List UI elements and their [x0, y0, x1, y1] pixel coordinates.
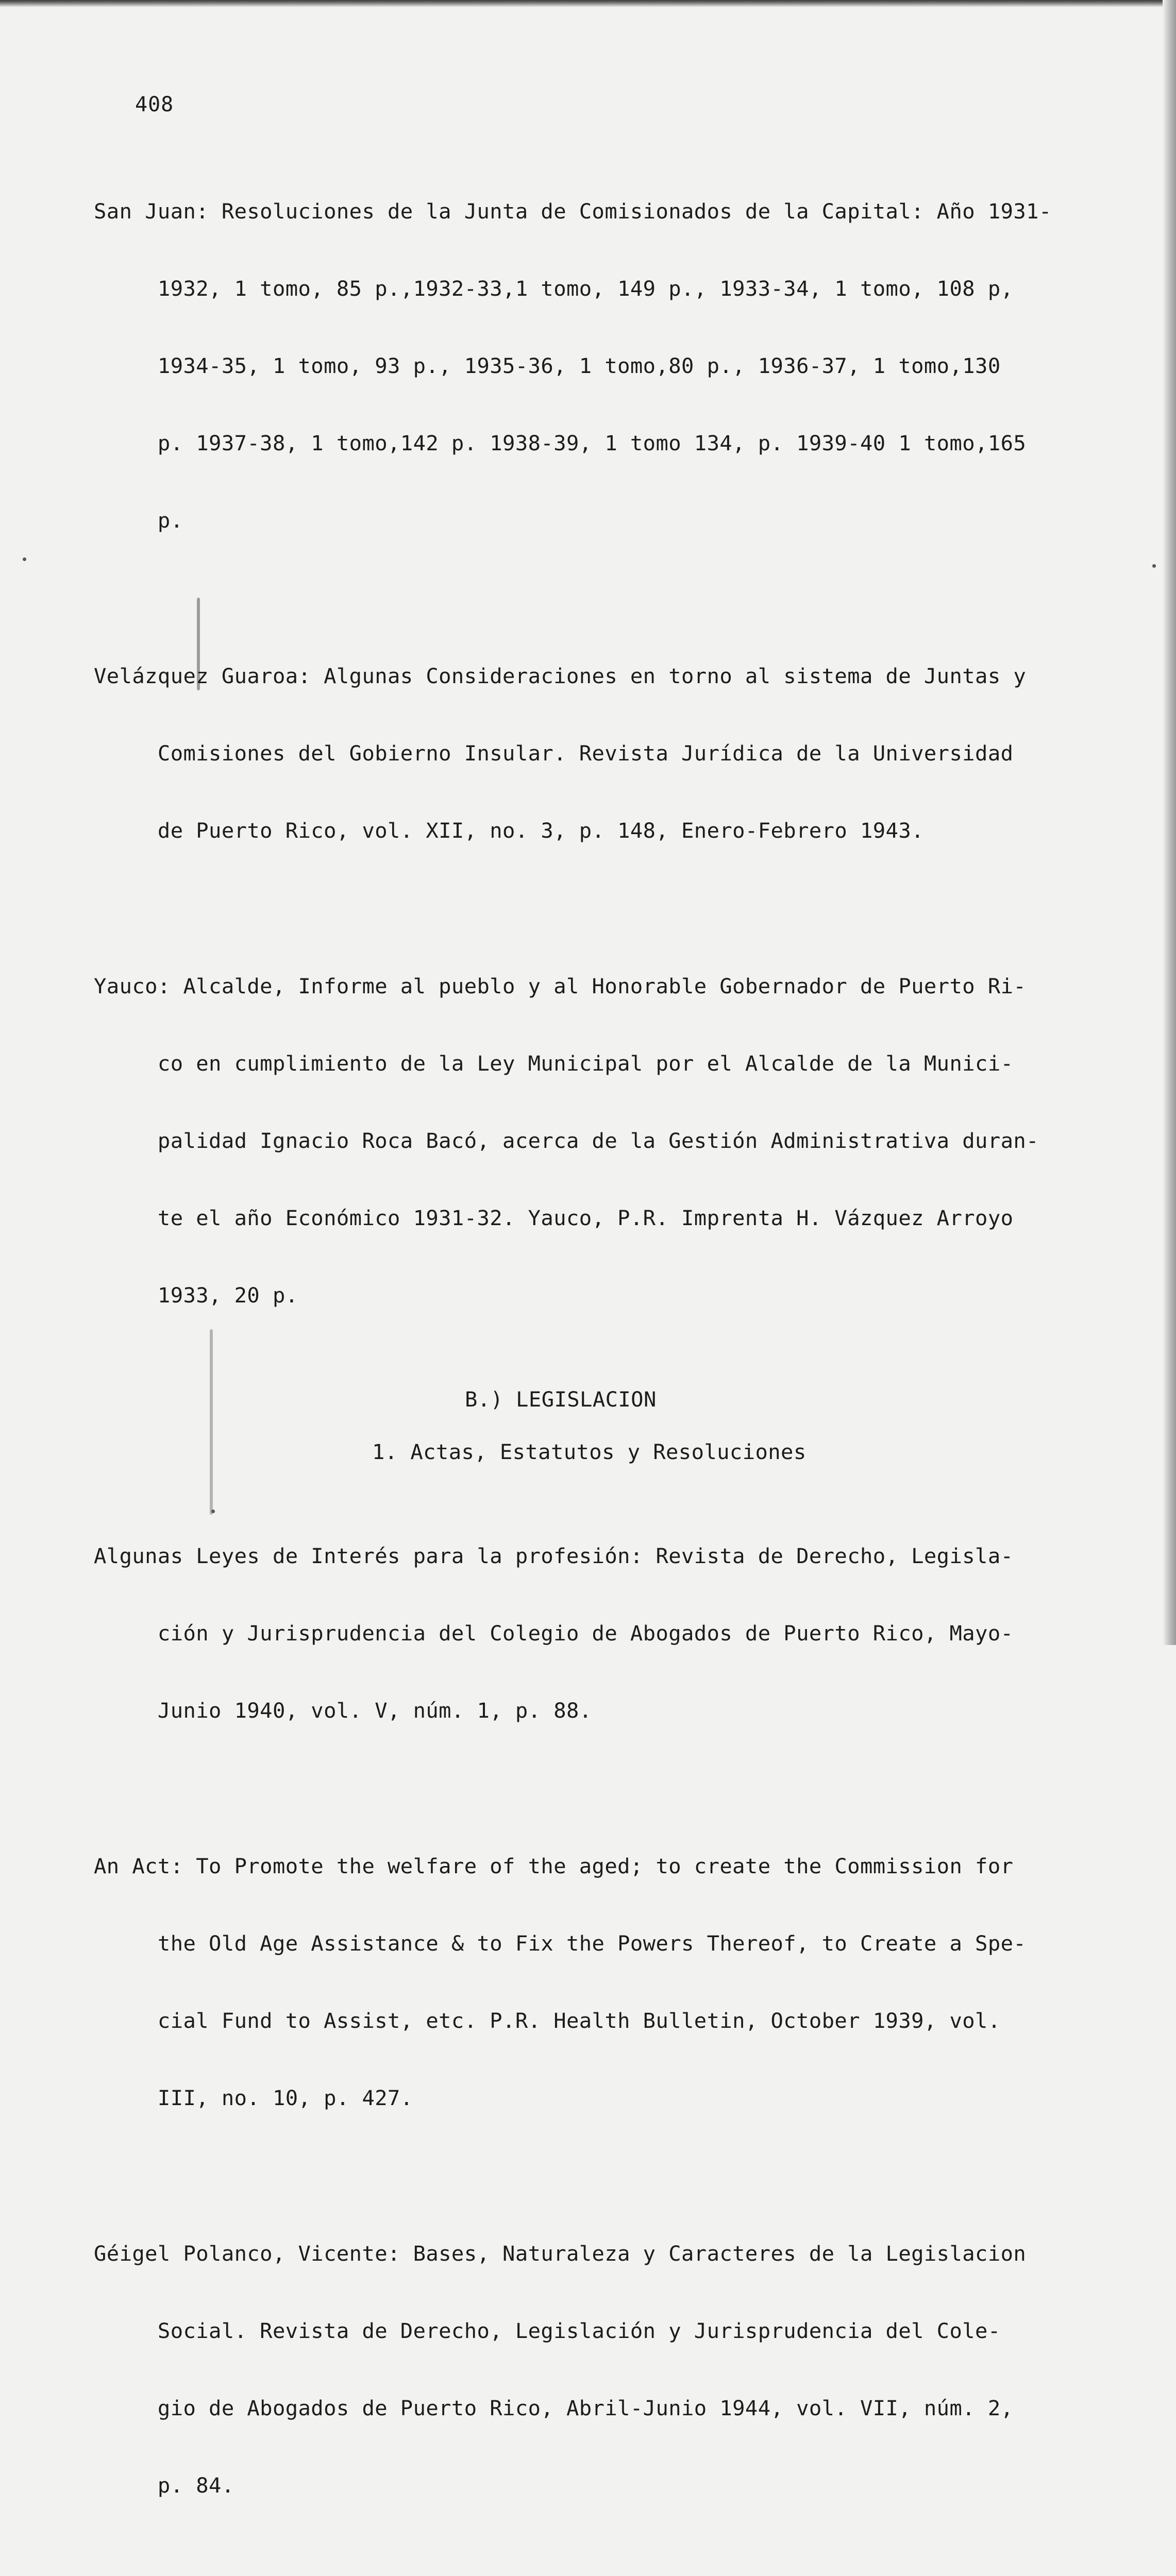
section-heading: B.) LEGISLACION — [465, 1387, 657, 1412]
entry-line: 1932, 1 tomo, 85 p.,1932-33,1 tomo, 149 p., 1933-34, 1 tomo, 108 p, — [94, 276, 1014, 301]
entry-line: 1934-35, 1 tomo, 93 p., 1935-36, 1 tomo,80 p., 1936-37, 1 tomo,130 — [94, 353, 1001, 378]
scan-right-edge — [1163, 0, 1176, 1645]
entry-line: cial Fund to Assist, etc. P.R. Health Bulletin, October 1939, vol. — [94, 2008, 1001, 2033]
entry-line: Algunas Leyes de Interés para la profesión: Revista de Derecho, Legisla- — [94, 1544, 1014, 1568]
bibliography-entry-geigel-polanco — [94, 2189, 1063, 2550]
entry-line: III, no. 10, p. 427. — [94, 2086, 413, 2110]
entry-line: p. — [94, 508, 183, 533]
page-number: 408 — [135, 93, 174, 116]
bibliography-entry-algunas-leyes — [94, 1492, 1063, 1775]
entry-line: te el año Económico 1931-32. Yauco, P.R. Imprenta H. Vázquez Arroyo — [94, 1206, 1014, 1230]
entry-line: Social. Revista de Derecho, Legislación y Jurisprudencia del Cole- — [94, 2318, 1001, 2343]
entry-line: Velázquez Guaroa: Algunas Consideraciones en torno al sistema de Juntas y — [94, 664, 1027, 688]
entry-line: Géigel Polanco, Vicente: Bases, Naturaleza y Caracteres de la Legislacion — [94, 2241, 1027, 2266]
bibliography-entry-velazquez — [94, 612, 1063, 895]
entry-line: de Puerto Rico, vol. XII, no. 3, p. 148, Enero-Febrero 1943. — [94, 818, 924, 843]
entry-line: p. 84. — [94, 2473, 234, 2498]
entry-line: ción y Jurisprudencia del Colegio de Abogados de Puerto Rico, Mayo- — [94, 1621, 1014, 1646]
bibliography-entry-yauco — [94, 922, 1063, 1360]
entry-line: Yauco: Alcalde, Informe al pueblo y al Honorable Gobernador de Puerto Ri- — [94, 974, 1027, 998]
entry-line: Junio 1940, vol. V, núm. 1, p. 88. — [94, 1698, 592, 1723]
entry-line: San Juan: Resoluciones de la Junta de Comisionados de la Capital: Año 1931- — [94, 199, 1052, 224]
entry-line: 1933, 20 p. — [94, 1283, 298, 1308]
scan-top-edge — [0, 0, 1176, 7]
bibliography-entry-an-act — [94, 1802, 1063, 2162]
entry-line: gio de Abogados de Puerto Rico, Abril-Junio 1944, vol. VII, núm. 2, — [94, 2396, 1014, 2420]
entry-line: co en cumplimiento de la Ley Municipal por el Alcalde de la Munici- — [94, 1051, 1014, 1076]
entry-line: the Old Age Assistance & to Fix the Powers Thereof, to Create a Spe- — [94, 1931, 1027, 1956]
scan-speck — [23, 557, 26, 561]
entry-line: An Act: To Promote the welfare of the aged; to create the Commission for — [94, 1854, 1014, 1878]
subsection-heading: 1. Actas, Estatutos y Resoluciones — [372, 1439, 807, 1464]
bibliography-list — [94, 147, 1063, 2576]
scan-speck — [1152, 564, 1156, 568]
entry-line: p. 1937-38, 1 tomo,142 p. 1938-39, 1 tomo 134, p. 1939-40 1 tomo,165 — [94, 431, 1027, 455]
entry-line: Comisiones del Gobierno Insular. Revista Jurídica de la Universidad — [94, 741, 1014, 766]
entry-line: palidad Ignacio Roca Bacó, acerca de la Gestión Administrativa duran- — [94, 1128, 1039, 1153]
bibliography-entry-san-juan — [94, 147, 1063, 585]
